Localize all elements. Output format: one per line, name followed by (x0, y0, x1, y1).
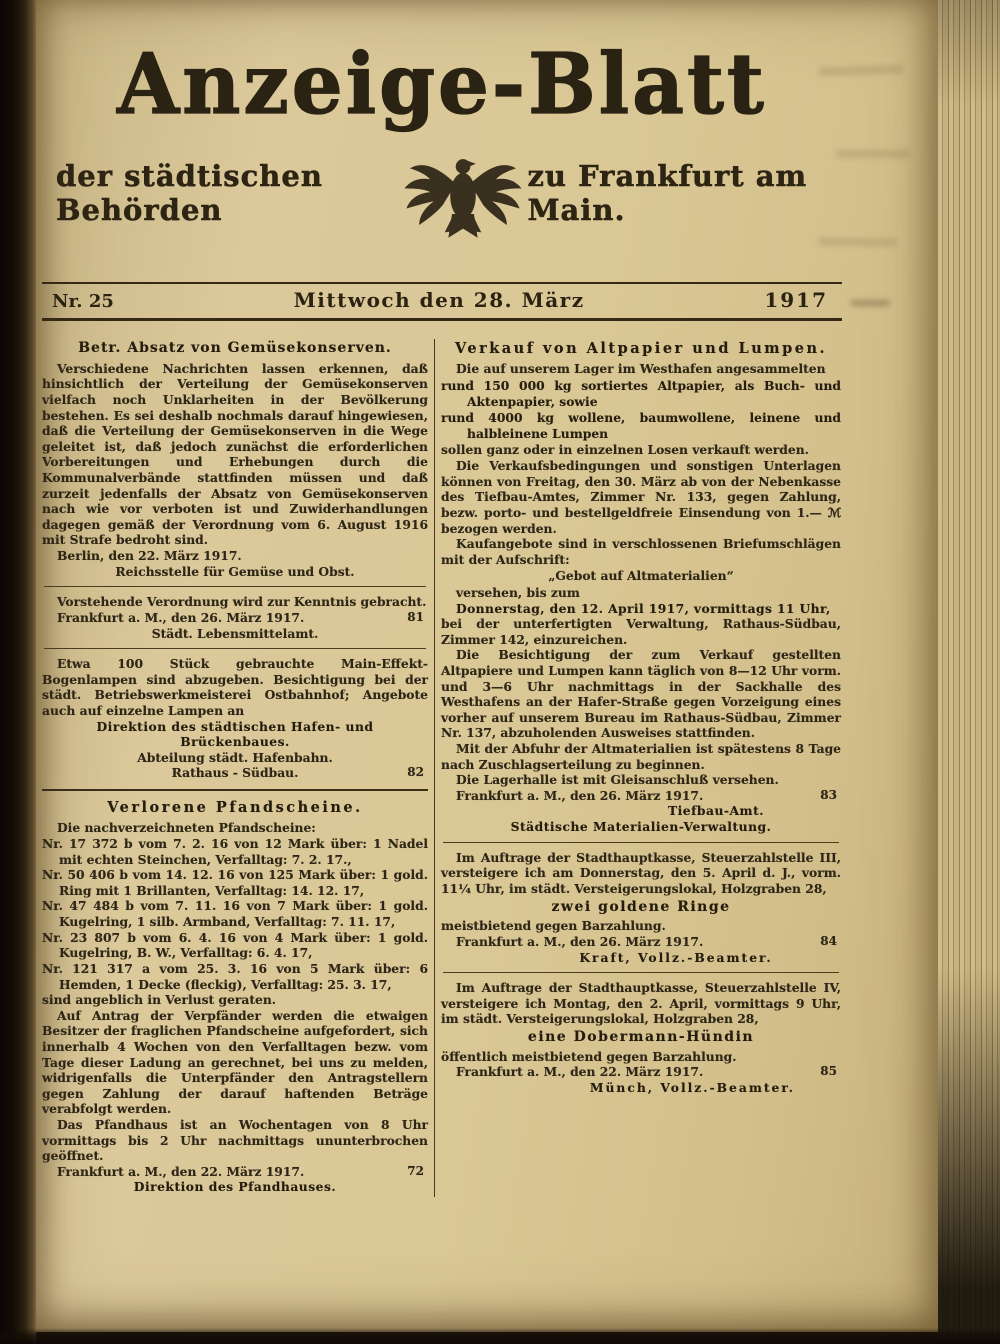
lot-description: rund 150 000 kg sortiertes Altpapier, als Buch- und Aktenpapier, sowie (441, 378, 841, 409)
place-date-line (441, 788, 841, 804)
ref-number: 83 (820, 787, 837, 802)
deadline-line: Donnerstag, den 12. April 1917, vormittags 11 Uhr, (456, 600, 831, 616)
article-paragraph: Die Besichtigung der zum Verkauf gestellten Altpapiere und Lumpen kann täglich von 8—12 Uhr vorm. und 3—6 Uhr nachmittags in der Sackhalle des Westhafens an der Hafer-Straße gegen Vorzeigung eines vorher auf unserem Bureau im Rathaus-Südbau, Zimmer Nr. 137, abzuholenden Ausweises stattfinden. (441, 647, 841, 741)
masthead-title: Anzeige-Blatt (117, 35, 767, 133)
auction-object: zwei goldene Ringe (551, 898, 731, 915)
ref-number: 82 (407, 765, 424, 780)
signature: Direktion des Pfandhauses. (133, 1179, 337, 1195)
masthead-subtitle-left: der städtischen Behörden (56, 159, 323, 227)
issue-number: Nr. 25 (52, 291, 114, 312)
column-divider (434, 339, 435, 1197)
article-paragraph: sollen ganz oder in einzelnen Losen verkauft werden. (441, 442, 809, 458)
article-paragraph: Auf Antrag der Verpfänder werden die etwaigen Besitzer der fraglichen Pfandscheine aufgefordert, sich innerhalb 4 Wochen von den Verfalltagen bezw. vom Tage dieser Ladung an gerechnet, bei uns zu melden, widrigenfalls die Unterpfänder den Antragstellern gegen Zahlung der darauf haftenden Beträge verabfolgt werden. (42, 1007, 428, 1117)
eagle-emblem-icon (399, 138, 527, 248)
pawn-ticket-item: Nr. 23 807 b vom 6. 4. 16 von 4 Mark über: 1 gold. Kugelring, B. W., Verfalltag: 6. 4. 17, (42, 929, 428, 961)
page-bottom-shadow (0, 1328, 1000, 1344)
article-paragraph: Im Auftrage der Stadthauptkasse, Steuerzahlstelle IV, versteigere ich Montag, den 2. April, vormittags 9 Uhr, im städt. Versteigerungslokal, Holzgraben 28, (441, 980, 841, 1027)
pawn-ticket-item: Nr. 47 484 b vom 7. 11. 16 von 7 Mark über: 1 gold. Kugelring, 1 silb. Armband, Verfalltag: 7. 11. 17, (42, 898, 428, 930)
place-date: Frankfurt a. M., den 26. März 1917. (456, 933, 704, 949)
article-columns (42, 337, 842, 1197)
paper-fold-mark (850, 300, 890, 306)
article-paragraph: öffentlich meistbietend gegen Barzahlung. (441, 1048, 737, 1064)
paper-smudge (836, 150, 910, 158)
article-paragraph: versehen, bis zum (456, 584, 580, 600)
ref-number: 81 (407, 609, 424, 624)
signature: Tiefbau-Amt. (667, 803, 765, 819)
dateline-bar (42, 282, 842, 321)
signature-line (42, 765, 428, 781)
article-heading: Betr. Absatz von Gemüsekonserven. (78, 340, 392, 356)
page-content (42, 0, 842, 1197)
issue-date: Mittwoch den 28. März (293, 288, 585, 312)
article-verordnung-kenntnis (42, 594, 428, 641)
pawn-ticket-item: Nr. 50 406 b vom 14. 12. 16 von 125 Mark über: 1 gold. Ring mit 1 Brillanten, Verfalltag: 14. 12. 17, (42, 867, 428, 898)
signature: Städt. Lebensmittelamt. (151, 625, 319, 641)
article-paragraph: Kaufangebote sind in verschlossenen Briefumschlägen mit der Aufschrift: (441, 536, 841, 567)
place-date: Frankfurt a. M., den 22. März 1917. (57, 1163, 305, 1179)
article-paragraph: Verschiedene Nachrichten lassen erkennen, daß hinsichtlich der Verteilung der Gemüsekonserven vielfach noch Unklarheiten in der Bevölkerung bestehen. Es sei deshalb nochmals darauf hingewiesen, daß die Verteilung der Gemüsekonserven in die Wege geleitet ist, daß jedoch zunächst die erforderlichen Vorbereitungen und Erhebungen durch die Kommunalverbände stattfinden müssen und daß zurzeit jedenfalls der Absatz von Gemüsekonserven nach wie vor verboten ist und Zuwiderhandlungen dagegen gemäß der Verordnung vom 6. August 1916 mit Strafe bedroht sind. (42, 360, 428, 548)
signature: Kraft, Vollz.-Beamter. (579, 949, 773, 965)
place-date: Frankfurt a. M., den 26. März 1917. (57, 609, 305, 625)
ref-number: 85 (820, 1064, 837, 1079)
signature: Direktion des städtischen Hafen- und Brückenbaues. (96, 718, 374, 750)
article-paragraph: Die Lagerhalle ist mit Gleisanschluß versehen. (456, 772, 779, 788)
article-paragraph: Das Pfandhaus ist an Wochentagen von 8 Uhr vormittags bis 2 Uhr nachmittags ununterbrochen geöffnet. (42, 1116, 428, 1164)
ref-number: 72 (407, 1163, 424, 1178)
auction-object: eine Dobermann-Hündin (527, 1028, 755, 1045)
left-column (42, 337, 428, 1197)
place-date: Frankfurt a. M., den 26. März 1917. (456, 787, 704, 803)
issue-year: 1917 (764, 288, 828, 312)
place-date-line: Berlin, den 22. März 1917. (57, 548, 242, 564)
article-paragraph: Mit der Abfuhr der Altmaterialien ist spätestens 8 Tage nach Zuschlagserteilung zu beginnen. (441, 741, 841, 772)
masthead-subtitle-row (42, 138, 842, 248)
masthead-subtitle-right: zu Frankfurt am Main. (527, 159, 808, 227)
bid-inscription-quote: „Gebot auf Altmaterialien“ (548, 568, 734, 584)
signature: Abteilung städt. Hafenbahn. (137, 749, 333, 765)
article-paragraph: meistbietend gegen Barzahlung. (441, 918, 666, 934)
pawn-ticket-item: Nr. 121 317 a vom 25. 3. 16 von 5 Mark über: 6 Hemden, 1 Decke (fleckig), Verfalltag: 25. 3. 17, (42, 960, 428, 992)
ref-number: 84 (820, 933, 837, 948)
article-paragraph: bei der unterfertigten Verwaltung, Rathaus-Südbau, Zimmer 142, einzureichen. (441, 616, 841, 647)
pawn-ticket-item: Nr. 17 372 b vom 7. 2. 16 von 12 Mark über: 1 Nadel mit echten Steinchen, Verfalltag: 7. 2. 17., (42, 836, 428, 867)
signature: Rathaus - Südbau. (171, 765, 299, 781)
article-divider-rule (443, 972, 839, 973)
lot-description: rund 4000 kg wollene, baumwollene, leinene und halbleinene Lumpen (441, 410, 841, 441)
article-heading: Verlorene Pfandscheine. (107, 799, 363, 816)
place-date-line (441, 934, 841, 950)
place-date: Frankfurt a. M., den 22. März 1917. (456, 1064, 704, 1080)
article-divider-rule (44, 586, 426, 587)
article-divider-rule (443, 842, 839, 843)
place-date-line (42, 610, 428, 626)
signature: Münch, Vollz.-Beamter. (589, 1079, 795, 1095)
signature: Städtische Materialien-Verwaltung. (510, 819, 772, 835)
article-divider-rule (44, 648, 426, 649)
newspaper-page (36, 0, 938, 1332)
page-stack-edge (938, 0, 1000, 1344)
article-paragraph: Etwa 100 Stück gebrauchte Main-Effekt-Bogenlampen sind abzugeben. Besichtigung bei der städt. Betriebswerkmeisterei Ostbahnhof; Angebote auch auf einzelne Lampen an (42, 656, 428, 718)
article-divider-rule-heavy (42, 789, 428, 791)
article-pfandscheine (42, 799, 428, 1195)
article-paragraph: Die Verkaufsbedingungen und sonstigen Unterlagen können von Freitag, den 30. März ab von der Nebenkasse des Tiefbau-Amtes, Zimmer Nr. 133, gegen Zahlung, bezw. porto- und bestellgeldfreie Einsendung von 1.— ℳ bezogen werden. (441, 458, 841, 536)
article-bogenlampen (42, 656, 428, 781)
article-paragraph: Die nachverzeichneten Pfandscheine: (57, 820, 316, 836)
article-paragraph: Im Auftrage der Stadthauptkasse, Steuerzahlstelle III, versteigere ich am Donnerstag, den 5. April d. J., vorm. 11¼ Uhr, im städt. Versteigerungslokal, Holzgraben 28, (441, 849, 841, 896)
right-column (441, 337, 841, 1197)
book-binding-edge (0, 0, 36, 1344)
article-paragraph: sind angeblich in Verlust geraten. (42, 992, 277, 1008)
place-date-line (42, 1164, 428, 1180)
article-altpapier-lumpen (441, 340, 841, 835)
article-heading: Verkauf von Altpapier und Lumpen. (454, 340, 828, 357)
signature: Reichsstelle für Gemüse und Obst. (115, 563, 355, 579)
article-paragraph: Vorstehende Verordnung wird zur Kenntnis gebracht. (57, 594, 427, 610)
article-versteigerung-ringe (441, 850, 841, 965)
article-paragraph: Die auf unserem Lager im Westhafen angesammelten (456, 361, 826, 377)
place-date-line (441, 1064, 841, 1080)
article-versteigerung-huendin (441, 980, 841, 1095)
article-gemuesekonserven (42, 340, 428, 579)
